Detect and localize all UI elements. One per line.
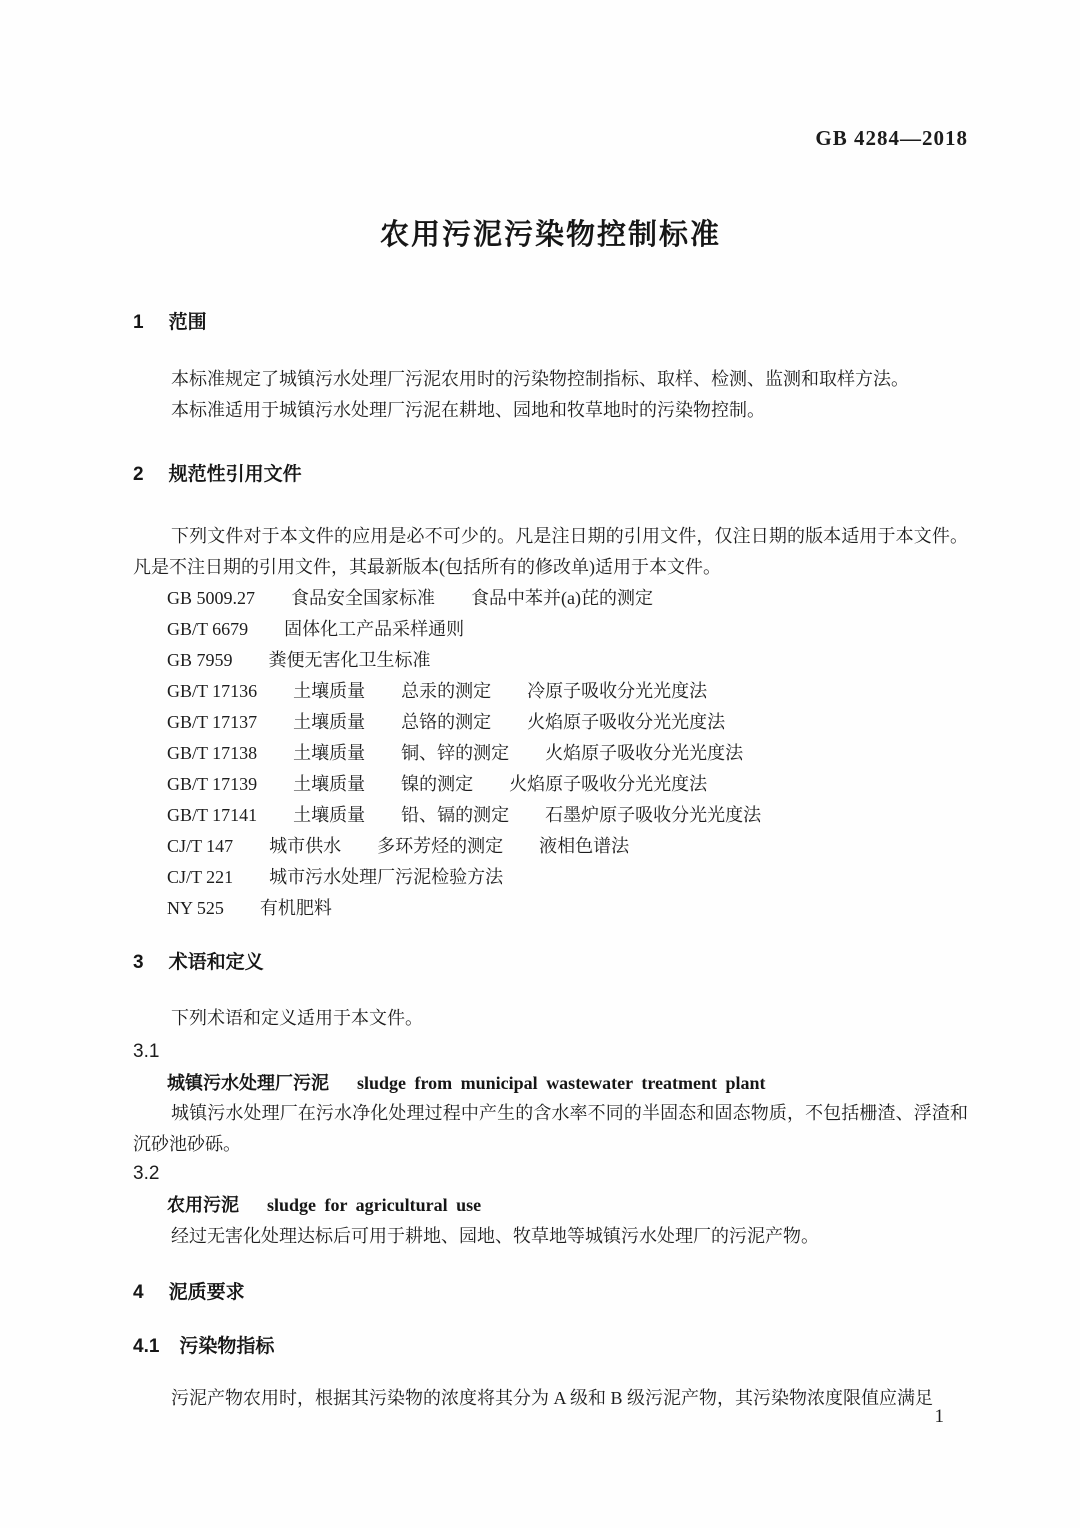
section-1-heading [133,311,968,335]
term-2-definition: 经过无害化处理达标后可用于耕地、园地、牧草地等城镇污水处理厂的污泥产物。 [171,1226,819,1246]
page-number: 1 [934,1406,944,1427]
section-1-body [133,364,968,426]
term-1-en: sludge from municipal wastewater treatment plant [357,1073,766,1093]
reference-item: CJ/T 221 城市污水处理厂污泥检验方法 [167,867,504,887]
section-4-label: 泥质要求 [168,1282,245,1303]
section-3-intro: 下列术语和定义适用于本文件。 [171,1008,423,1028]
reference-item: CJ/T 147 城市供水 多环芳烃的测定 液相色谱法 [167,836,630,856]
term-1-title [133,1071,1002,1095]
section-2-intro: 下列文件对于本文件的应用是必不可少的。凡是注日期的引用文件，仅注日期的版本适用于本文件。凡是不注日期的引用文件，其最新版本(包括所有的修改单)适用于本文件。 [133,526,968,577]
section-3-number: 3 [133,952,144,973]
section-4-1-label: 污染物指标 [179,1336,275,1357]
section-1-para-2: 本标准适用于城镇污水处理厂污泥在耕地、园地和牧草地时的污染物控制。 [171,400,765,420]
reference-item: GB 7959 粪便无害化卫生标准 [167,650,431,670]
section-2-number: 2 [133,464,144,485]
section-3-heading [133,951,968,975]
term-1-definition: 城镇污水处理厂在污水净化处理过程中产生的含水率不同的半固态和固态物质，不包括栅渣、浮渣和沉砂池砂砾。 [133,1103,968,1154]
reference-item: GB/T 17138 土壤质量 铜、锌的测定 火焰原子吸收分光光度法 [167,743,744,763]
term-1-zh: 城镇污水处理厂污泥 [167,1073,329,1093]
term-2-number: 3.2 [133,1163,160,1184]
section-2-label: 规范性引用文件 [168,464,302,485]
reference-list [133,583,1002,924]
section-1-para-1: 本标准规定了城镇污水处理厂污泥农用时的污染物控制指标、取样、检测、监测和取样方法。 [171,369,909,389]
section-4-1-heading [133,1335,968,1359]
section-1-number: 1 [133,312,144,333]
section-4-1-para: 污泥产物农用时，根据其污染物的浓度将其分为 A 级和 B 级污泥产物，其污染物浓度限值应满足 [171,1388,934,1408]
section-4-number: 4 [133,1282,144,1303]
reference-item: GB/T 6679 固体化工产品采样通则 [167,619,465,639]
reference-item: GB/T 17139 土壤质量 镍的测定 火焰原子吸收分光光度法 [167,774,708,794]
section-2-heading [133,463,968,487]
section-4-heading [133,1281,968,1305]
section-3-label: 术语和定义 [168,952,264,973]
term-2-zh: 农用污泥 [167,1195,239,1215]
reference-item: NY 525 有机肥料 [167,898,332,918]
reference-item: GB 5009.27 食品安全国家标准 食品中苯并(a)芘的测定 [167,588,653,608]
term-1-number: 3.1 [133,1041,160,1062]
doc-number: GB 4284—2018 [815,126,968,150]
section-4-1-number: 4.1 [133,1336,160,1357]
doc-title: 农用污泥污染物控制标准 [379,219,721,251]
section-1-label: 范围 [168,312,207,333]
reference-item: GB/T 17141 土壤质量 铅、镉的测定 石墨炉原子吸收分光光度法 [167,805,762,825]
term-2-title [133,1193,1002,1217]
term-2-en: sludge for agricultural use [267,1195,482,1215]
reference-item: GB/T 17136 土壤质量 总汞的测定 冷原子吸收分光光度法 [167,681,708,701]
reference-item: GB/T 17137 土壤质量 总铬的测定 火焰原子吸收分光光度法 [167,712,726,732]
